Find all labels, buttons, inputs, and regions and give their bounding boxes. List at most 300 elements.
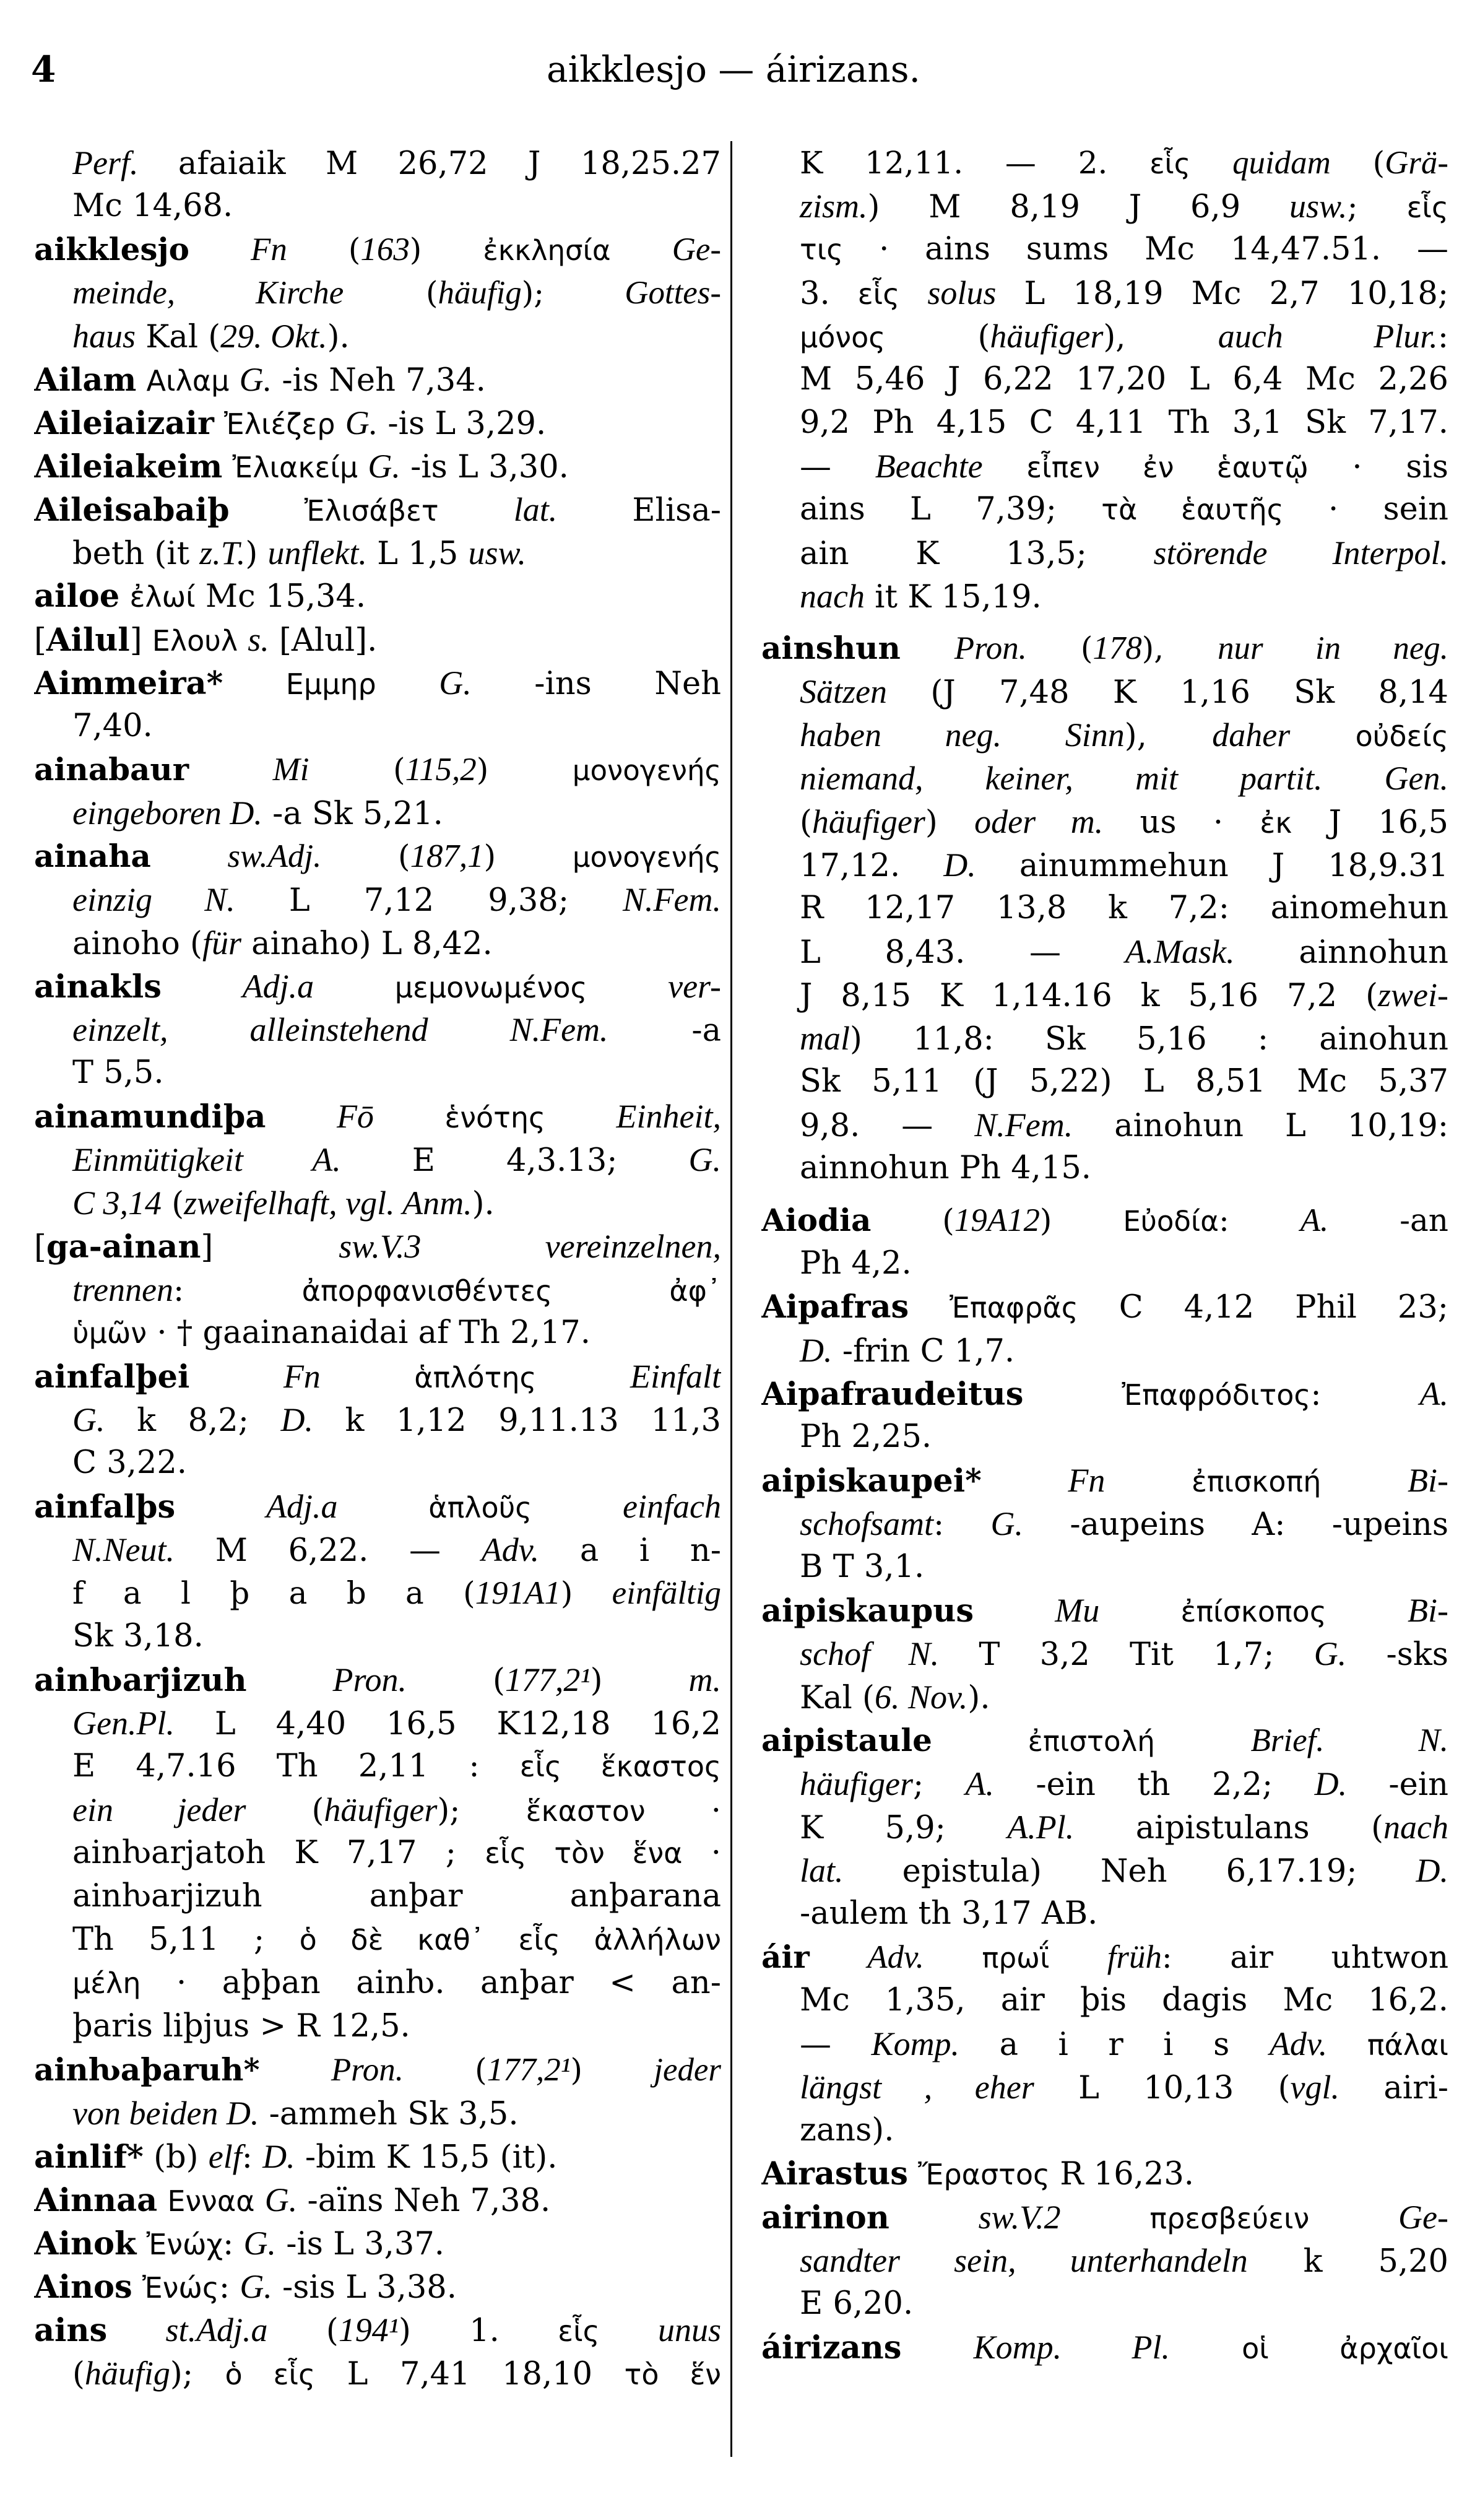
entry-headline — [761, 1372, 1448, 1415]
text: ainohun L 10,19: — [1073, 1108, 1448, 1144]
text: zans). — [800, 2112, 894, 2149]
headword: Ainnaa — [34, 2182, 158, 2219]
text: ) — [925, 804, 975, 841]
greek-text: πρεσβεύειν — [1149, 2202, 1310, 2235]
italic-gloss: 177,2¹ — [487, 2052, 571, 2088]
italic-gloss: 187,1 — [410, 838, 484, 874]
italic-gloss: häufiger — [811, 803, 925, 840]
italic-gloss: G. — [688, 1141, 721, 1178]
text — [908, 2156, 918, 2192]
italic-gloss: usw. — [468, 534, 527, 571]
italic-gloss: lat. — [513, 491, 558, 528]
text: ] — [201, 1229, 339, 1266]
greek-text: Ἐνώς — [142, 2271, 219, 2305]
greek-text: Αιλαμ — [146, 364, 230, 398]
headword: ailoe — [34, 578, 120, 615]
entry-headline — [761, 1459, 1448, 1502]
entry-headline — [34, 2265, 721, 2308]
entry-continuation-line — [34, 531, 721, 575]
text — [132, 2269, 142, 2306]
text — [983, 449, 1027, 485]
text: L 1,5 — [366, 536, 469, 572]
text: ) M 8,19 J 6,9 — [867, 189, 1289, 225]
text: : — [1437, 319, 1448, 355]
greek-text: ἐκκλησία — [483, 234, 611, 267]
italic-gloss: Fō — [336, 1098, 374, 1135]
headword: aipiskaupus — [761, 1592, 974, 1630]
italic-gloss: Mu — [1055, 1592, 1100, 1629]
text — [119, 578, 129, 615]
text: R 12,17 13,8 k 7,2: ainomehun — [800, 890, 1448, 926]
entry-continuation-line — [34, 1875, 721, 1918]
text: -ins Neh — [471, 666, 721, 702]
entry-headline — [34, 835, 721, 878]
italic-gloss: G. — [345, 404, 378, 441]
text: · sein — [1283, 491, 1448, 528]
text: a i n- — [539, 1532, 721, 1569]
italic-gloss: mal — [800, 1020, 850, 1057]
text: -ein — [1347, 1766, 1448, 1803]
entry-continuation-line — [34, 2092, 721, 2135]
greek-text: εἷς — [558, 2314, 600, 2348]
greek-text: Ἔραστος — [918, 2158, 1050, 2191]
entry-continuation-line — [761, 1892, 1448, 1936]
text: — — [800, 449, 875, 485]
text: (b) — [143, 2139, 209, 2176]
text: : — [223, 2226, 244, 2262]
text: T 3,2 Tit 1,7; — [939, 1636, 1314, 1673]
italic-gloss: schofsamt — [800, 1505, 933, 1542]
greek-text: Εὐοδία — [1123, 1205, 1219, 1238]
text: ) — [1039, 1202, 1123, 1238]
text — [587, 969, 668, 1006]
greek-text: Εμμηρ — [285, 667, 376, 701]
text: L 10,13 ( — [1034, 2070, 1291, 2106]
greek-text: εἷς — [857, 277, 900, 311]
italic-gloss: Einfalt — [630, 1358, 721, 1395]
text: · sis — [1308, 449, 1448, 485]
text — [1190, 145, 1232, 181]
text: — — [800, 2027, 872, 2063]
italic-gloss: sw.Adj. — [227, 838, 322, 874]
italic-gloss: nach — [800, 578, 865, 615]
text: -aulem th 3,17 AB. — [800, 1895, 1098, 1932]
headword: ainakls — [34, 968, 162, 1006]
entry-headline — [34, 2308, 721, 2352]
text — [439, 492, 514, 529]
text — [376, 666, 439, 702]
text: ) 1. — [399, 2313, 558, 2349]
text — [107, 2313, 165, 2349]
text — [151, 838, 228, 874]
entry-continuation-line — [761, 401, 1448, 445]
entry-continuation-line — [34, 1138, 721, 1181]
text — [982, 1463, 1068, 1500]
italic-gloss: Fn — [1068, 1462, 1106, 1499]
text: : air uhtwon — [1161, 1939, 1448, 1975]
italic-gloss: Bi- — [1408, 1592, 1448, 1629]
running-head: aikklesjo — áirizans. — [547, 48, 920, 90]
entry-headline — [34, 661, 721, 705]
headword: airinon — [761, 2199, 889, 2236]
text: M 6,22. — — [175, 1532, 482, 1569]
italic-gloss: eingeboren D. — [72, 794, 262, 832]
italic-gloss: daher — [1212, 716, 1291, 754]
headword: Aileiaizair — [34, 405, 214, 442]
italic-gloss: z.T. — [199, 534, 246, 571]
text: J 16,5 — [1292, 804, 1448, 841]
entry-continuation-line — [34, 1788, 721, 1831]
text — [247, 1662, 333, 1699]
entry-continuation-line — [761, 973, 1448, 1017]
text: ainƕarjizuh anþar anþarana — [72, 1878, 721, 1914]
italic-gloss: häufiger — [324, 1791, 438, 1828]
italic-gloss: unflekt. — [267, 534, 367, 571]
italic-gloss: N.Neut. — [72, 1531, 175, 1568]
column-divider — [730, 141, 732, 2457]
greek-text: πάλαι — [1367, 2028, 1448, 2062]
text — [899, 276, 927, 312]
entry-continuation-line — [34, 1745, 721, 1788]
entry-headline — [761, 627, 1448, 670]
italic-gloss: Adj.a — [266, 1488, 338, 1525]
italic-gloss: Einmütigkeit A. — [72, 1141, 341, 1178]
italic-gloss: Komp. Pl. — [973, 2329, 1170, 2366]
greek-text: ἑνότης — [444, 1101, 546, 1134]
entry-headline — [34, 1225, 721, 1268]
text: ( — [321, 838, 410, 874]
text — [545, 1099, 617, 1136]
italic-gloss: häufig — [84, 2355, 170, 2392]
italic-gloss: D. — [800, 1332, 833, 1369]
text — [162, 969, 243, 1006]
text: (J 7,48 K 1,16 Sk 8,14 — [887, 674, 1448, 711]
italic-gloss: quidam — [1232, 145, 1331, 181]
text: K 5,9; — [800, 1810, 1008, 1846]
text: ainaho) L 8,42. — [241, 926, 493, 962]
text: Sk 5,11 (J 5,22) L 8,51 Mc 5,37 — [800, 1063, 1448, 1100]
italic-gloss: längst , eher — [800, 2069, 1034, 2106]
entry-continuation-line — [761, 1762, 1448, 1805]
italic-gloss: usw. — [1289, 188, 1348, 225]
headword: ainƕaþaruh* — [34, 2051, 260, 2088]
greek-text: εἷς τὸν ἕνα — [485, 1836, 683, 1870]
entry-continuation-line — [34, 1615, 721, 1658]
text — [266, 1099, 337, 1136]
entry-continuation-line — [34, 2352, 721, 2395]
entry-continuation-line — [34, 705, 721, 748]
text: Kal ( — [800, 1680, 875, 1716]
text — [1326, 1593, 1408, 1630]
italic-gloss: 163 — [360, 232, 410, 267]
greek-text: ἐλωί — [129, 580, 196, 614]
entry-continuation-line — [34, 2005, 721, 2048]
text — [1023, 1376, 1122, 1413]
entry-headline — [34, 488, 721, 531]
italic-gloss: Einheit, — [616, 1098, 721, 1135]
entry-headline — [34, 1658, 721, 1701]
entry-continuation-line — [761, 800, 1448, 843]
entry-continuation-line — [761, 1017, 1448, 1060]
italic-gloss: Brief. N. — [1250, 1723, 1448, 1758]
text: k 1,12 9,11.13 11,3 — [313, 1402, 721, 1439]
italic-gloss: haus — [72, 318, 136, 355]
italic-gloss: G. — [239, 361, 272, 398]
text — [358, 449, 368, 485]
text: a i r i s — [959, 2027, 1270, 2063]
italic-gloss: st.Adj.a — [165, 2311, 268, 2348]
text — [157, 2183, 167, 2219]
entry-continuation-line — [761, 843, 1448, 887]
italic-gloss: A. — [1300, 1202, 1329, 1238]
text: L 7,41 18,10 — [315, 2356, 625, 2392]
text: 3. — [800, 276, 858, 312]
italic-gloss: N.Fem. — [623, 881, 721, 918]
greek-text: εἷς — [1149, 147, 1191, 180]
italic-gloss: vgl. — [1290, 2069, 1340, 2106]
italic-gloss: Pron. — [331, 2052, 404, 2088]
text: ( — [162, 1186, 184, 1222]
headword: ga-ainan — [46, 1228, 201, 1266]
greek-text: ὁ εἷς — [225, 2358, 316, 2391]
text: · ains sums Mc 14,47.51. — — [843, 231, 1448, 267]
italic-gloss: A. — [1419, 1375, 1448, 1412]
italic-gloss: niemand, keiner, mit partit. Gen. — [800, 760, 1448, 797]
italic-gloss: früh — [1107, 1939, 1162, 1975]
italic-gloss: 29. Okt. — [220, 318, 327, 355]
greek-text: Ἐλιακείμ — [232, 451, 358, 484]
left-column — [34, 141, 721, 2395]
page-number: 4 — [31, 48, 56, 90]
text: it K 15,19. — [864, 579, 1042, 615]
text: ), — [1124, 718, 1213, 754]
entry-continuation-line — [761, 1103, 1448, 1147]
text: ain K 13,5; — [800, 536, 1154, 572]
text: [Alul]. — [269, 622, 378, 659]
text: ( — [800, 804, 812, 841]
italic-gloss: zweifelhaft, vgl. Anm. — [184, 1184, 472, 1222]
text: ) 11,8: Sk 5,16 : ainohun — [850, 1021, 1448, 1058]
headword: Aipafras — [761, 1288, 909, 1326]
italic-gloss: 178 — [1093, 630, 1142, 666]
italic-gloss: trennen — [72, 1271, 173, 1308]
italic-gloss: Adv. — [481, 1531, 540, 1568]
headword: Ainos — [34, 2269, 132, 2306]
greek-text: μόνος — [800, 321, 886, 354]
text: ainnohun — [1234, 934, 1448, 971]
text — [1327, 2027, 1367, 2063]
entry-continuation-line — [34, 141, 721, 185]
italic-gloss: G. — [990, 1505, 1024, 1542]
text: ) — [409, 232, 483, 267]
text: T 5,5. — [72, 1054, 164, 1091]
text: ; — [913, 1766, 966, 1803]
text: ) — [483, 838, 573, 874]
italic-gloss: G. — [243, 2225, 277, 2262]
text — [338, 1489, 429, 1526]
entry-headline — [761, 2152, 1448, 2196]
italic-gloss: G. — [439, 664, 472, 702]
entry-headline — [34, 748, 721, 791]
italic-gloss: Ge- — [1398, 2199, 1448, 2236]
entry-continuation-line — [34, 185, 721, 228]
text: us · — [1103, 804, 1260, 841]
entry-headline — [34, 2135, 721, 2178]
italic-gloss: solus — [927, 274, 997, 311]
italic-gloss: G. — [72, 1401, 105, 1438]
text: · — [645, 1792, 721, 1829]
italic-gloss: Fn — [251, 232, 287, 267]
greek-text: ὑμῶν — [72, 1316, 147, 1350]
text: ; — [1347, 189, 1407, 225]
entry-continuation-line — [34, 1268, 721, 1311]
text — [889, 2200, 979, 2236]
entry-continuation-line — [34, 1311, 721, 1355]
greek-text: μέλη — [72, 1966, 141, 2000]
italic-gloss: haben neg. Sinn — [800, 716, 1125, 754]
entry-headline — [34, 2048, 721, 2092]
text: L 7,12 9,38; — [235, 882, 623, 919]
text — [223, 666, 286, 702]
italic-gloss: von beiden D. — [72, 2095, 259, 2132]
entry-continuation-line — [34, 1398, 721, 1441]
text: ); — [170, 2356, 225, 2392]
greek-text: ἕκαστον — [526, 1794, 646, 1828]
text: ( — [246, 1792, 324, 1829]
text: L 4,40 16,5 K12,18 16,2 — [174, 1706, 721, 1742]
entry-continuation-line — [761, 2066, 1448, 2109]
entry-headline — [761, 1936, 1448, 1979]
text — [611, 232, 672, 267]
text: -is Neh 7,34. — [272, 362, 486, 399]
text — [1309, 2200, 1398, 2236]
text: -aïns Neh 7,38. — [297, 2183, 551, 2219]
italic-gloss: Beachte — [875, 448, 983, 485]
text — [314, 969, 395, 1006]
greek-text: μονογενής — [572, 841, 721, 874]
italic-gloss: schof N. — [800, 1635, 940, 1672]
entry-continuation-line — [34, 1441, 721, 1485]
entry-continuation-line — [761, 713, 1448, 757]
italic-gloss: oder m. — [974, 803, 1104, 840]
entry-headline — [761, 1589, 1448, 1632]
text: ainoho ( — [72, 926, 202, 962]
text — [374, 1099, 445, 1136]
entry-continuation-line — [34, 1051, 721, 1095]
headword: ainfalþei — [34, 1358, 190, 1396]
entry-continuation-line — [34, 1918, 721, 1962]
headword: Aileisabaiþ — [34, 492, 230, 529]
greek-text: τις — [800, 233, 844, 266]
entry-continuation-line — [34, 1528, 721, 1571]
entry-continuation-line — [761, 531, 1448, 575]
text: ( — [1330, 145, 1385, 181]
italic-gloss: meinde, Kirche — [72, 275, 344, 311]
entry-continuation-line — [761, 575, 1448, 618]
entry-headline — [34, 1485, 721, 1528]
italic-gloss: auch Plur. — [1218, 318, 1438, 355]
greek-text: ἐπισκοπή — [1192, 1465, 1322, 1498]
italic-gloss: Gottes- — [544, 275, 721, 311]
text: -ein th 2,2; — [994, 1766, 1315, 1803]
text: ( — [1026, 630, 1093, 666]
italic-gloss: ver- — [668, 968, 721, 1005]
headword: Aimmeira* — [34, 665, 223, 702]
text: ) — [245, 536, 268, 572]
entry-continuation-line — [761, 1147, 1448, 1190]
italic-gloss: m. — [688, 1661, 721, 1698]
greek-text: ἁπλότης — [414, 1361, 537, 1394]
text: L 8,43. — — [800, 934, 1125, 971]
entry-headline — [761, 1285, 1448, 1329]
text: J 8,15 K 1,14.16 k 5,16 7,2 ( — [800, 978, 1378, 1014]
text — [1049, 1939, 1107, 1975]
text — [214, 406, 224, 442]
entry-continuation-line — [761, 228, 1448, 271]
greek-text: εἶπεν ἐν ἑαυτῷ — [1026, 451, 1309, 484]
text — [255, 2183, 265, 2219]
greek-text: Ἐνώχ — [146, 2228, 223, 2261]
text: -is L 3,37. — [276, 2226, 444, 2262]
greek-text: Ελουλ — [152, 624, 238, 658]
text: E 4,3.13; — [340, 1142, 689, 1179]
text: E 6,20. — [800, 2285, 914, 2322]
text: -a Sk 5,21. — [262, 796, 443, 832]
entry-continuation-line — [761, 488, 1448, 531]
italic-gloss: Fn — [283, 1358, 321, 1395]
text: ( — [267, 2313, 339, 2349]
entry-continuation-line — [761, 930, 1448, 973]
italic-gloss: A. — [965, 1765, 995, 1802]
text — [1105, 1463, 1192, 1500]
entry-continuation-line — [761, 2239, 1448, 2282]
italic-gloss: elf — [208, 2138, 242, 2175]
text: ( — [885, 319, 990, 355]
entry-continuation-line — [34, 315, 721, 358]
italic-gloss: einfach — [623, 1488, 721, 1525]
entry-headline — [761, 2196, 1448, 2239]
italic-gloss: D. — [262, 2138, 295, 2175]
entry-continuation-line — [761, 358, 1448, 401]
text: ) — [590, 1662, 689, 1699]
entry-continuation-line — [761, 1329, 1448, 1372]
text: 9,2 Ph 4,15 C 4,11 Th 3,1 Sk 7,17. — [800, 404, 1448, 441]
text: M 5,46 J 6,22 17,20 L 6,4 Mc 2,26 — [800, 361, 1448, 398]
text: ); — [437, 1792, 526, 1829]
entry-headline — [34, 401, 721, 445]
greek-text: πρωΐ — [982, 1942, 1050, 1975]
text: E 4,7.16 Th 2,11 : — [72, 1748, 520, 1784]
entry-continuation-line — [761, 271, 1448, 315]
text: Sk 3,18. — [72, 1618, 204, 1654]
italic-gloss: nur in neg. — [1218, 630, 1448, 666]
text — [974, 1593, 1055, 1630]
greek-text: τὰ ἑαυτῆς — [1101, 493, 1284, 526]
text: Kal ( — [136, 319, 221, 355]
headword: ainshun — [761, 630, 901, 666]
headword: aikklesjo — [34, 231, 189, 267]
greek-text: Ενναα — [167, 2184, 255, 2218]
italic-gloss: störende Interpol. — [1153, 534, 1448, 571]
entry-headline — [34, 1355, 721, 1398]
text: ), — [1103, 319, 1218, 355]
text: ( — [403, 2052, 487, 2088]
text: ( — [72, 2356, 85, 2392]
text — [222, 449, 232, 485]
entry-continuation-line — [761, 1849, 1448, 1892]
italic-gloss: häufiger — [990, 318, 1104, 355]
text: : — [1218, 1202, 1300, 1238]
